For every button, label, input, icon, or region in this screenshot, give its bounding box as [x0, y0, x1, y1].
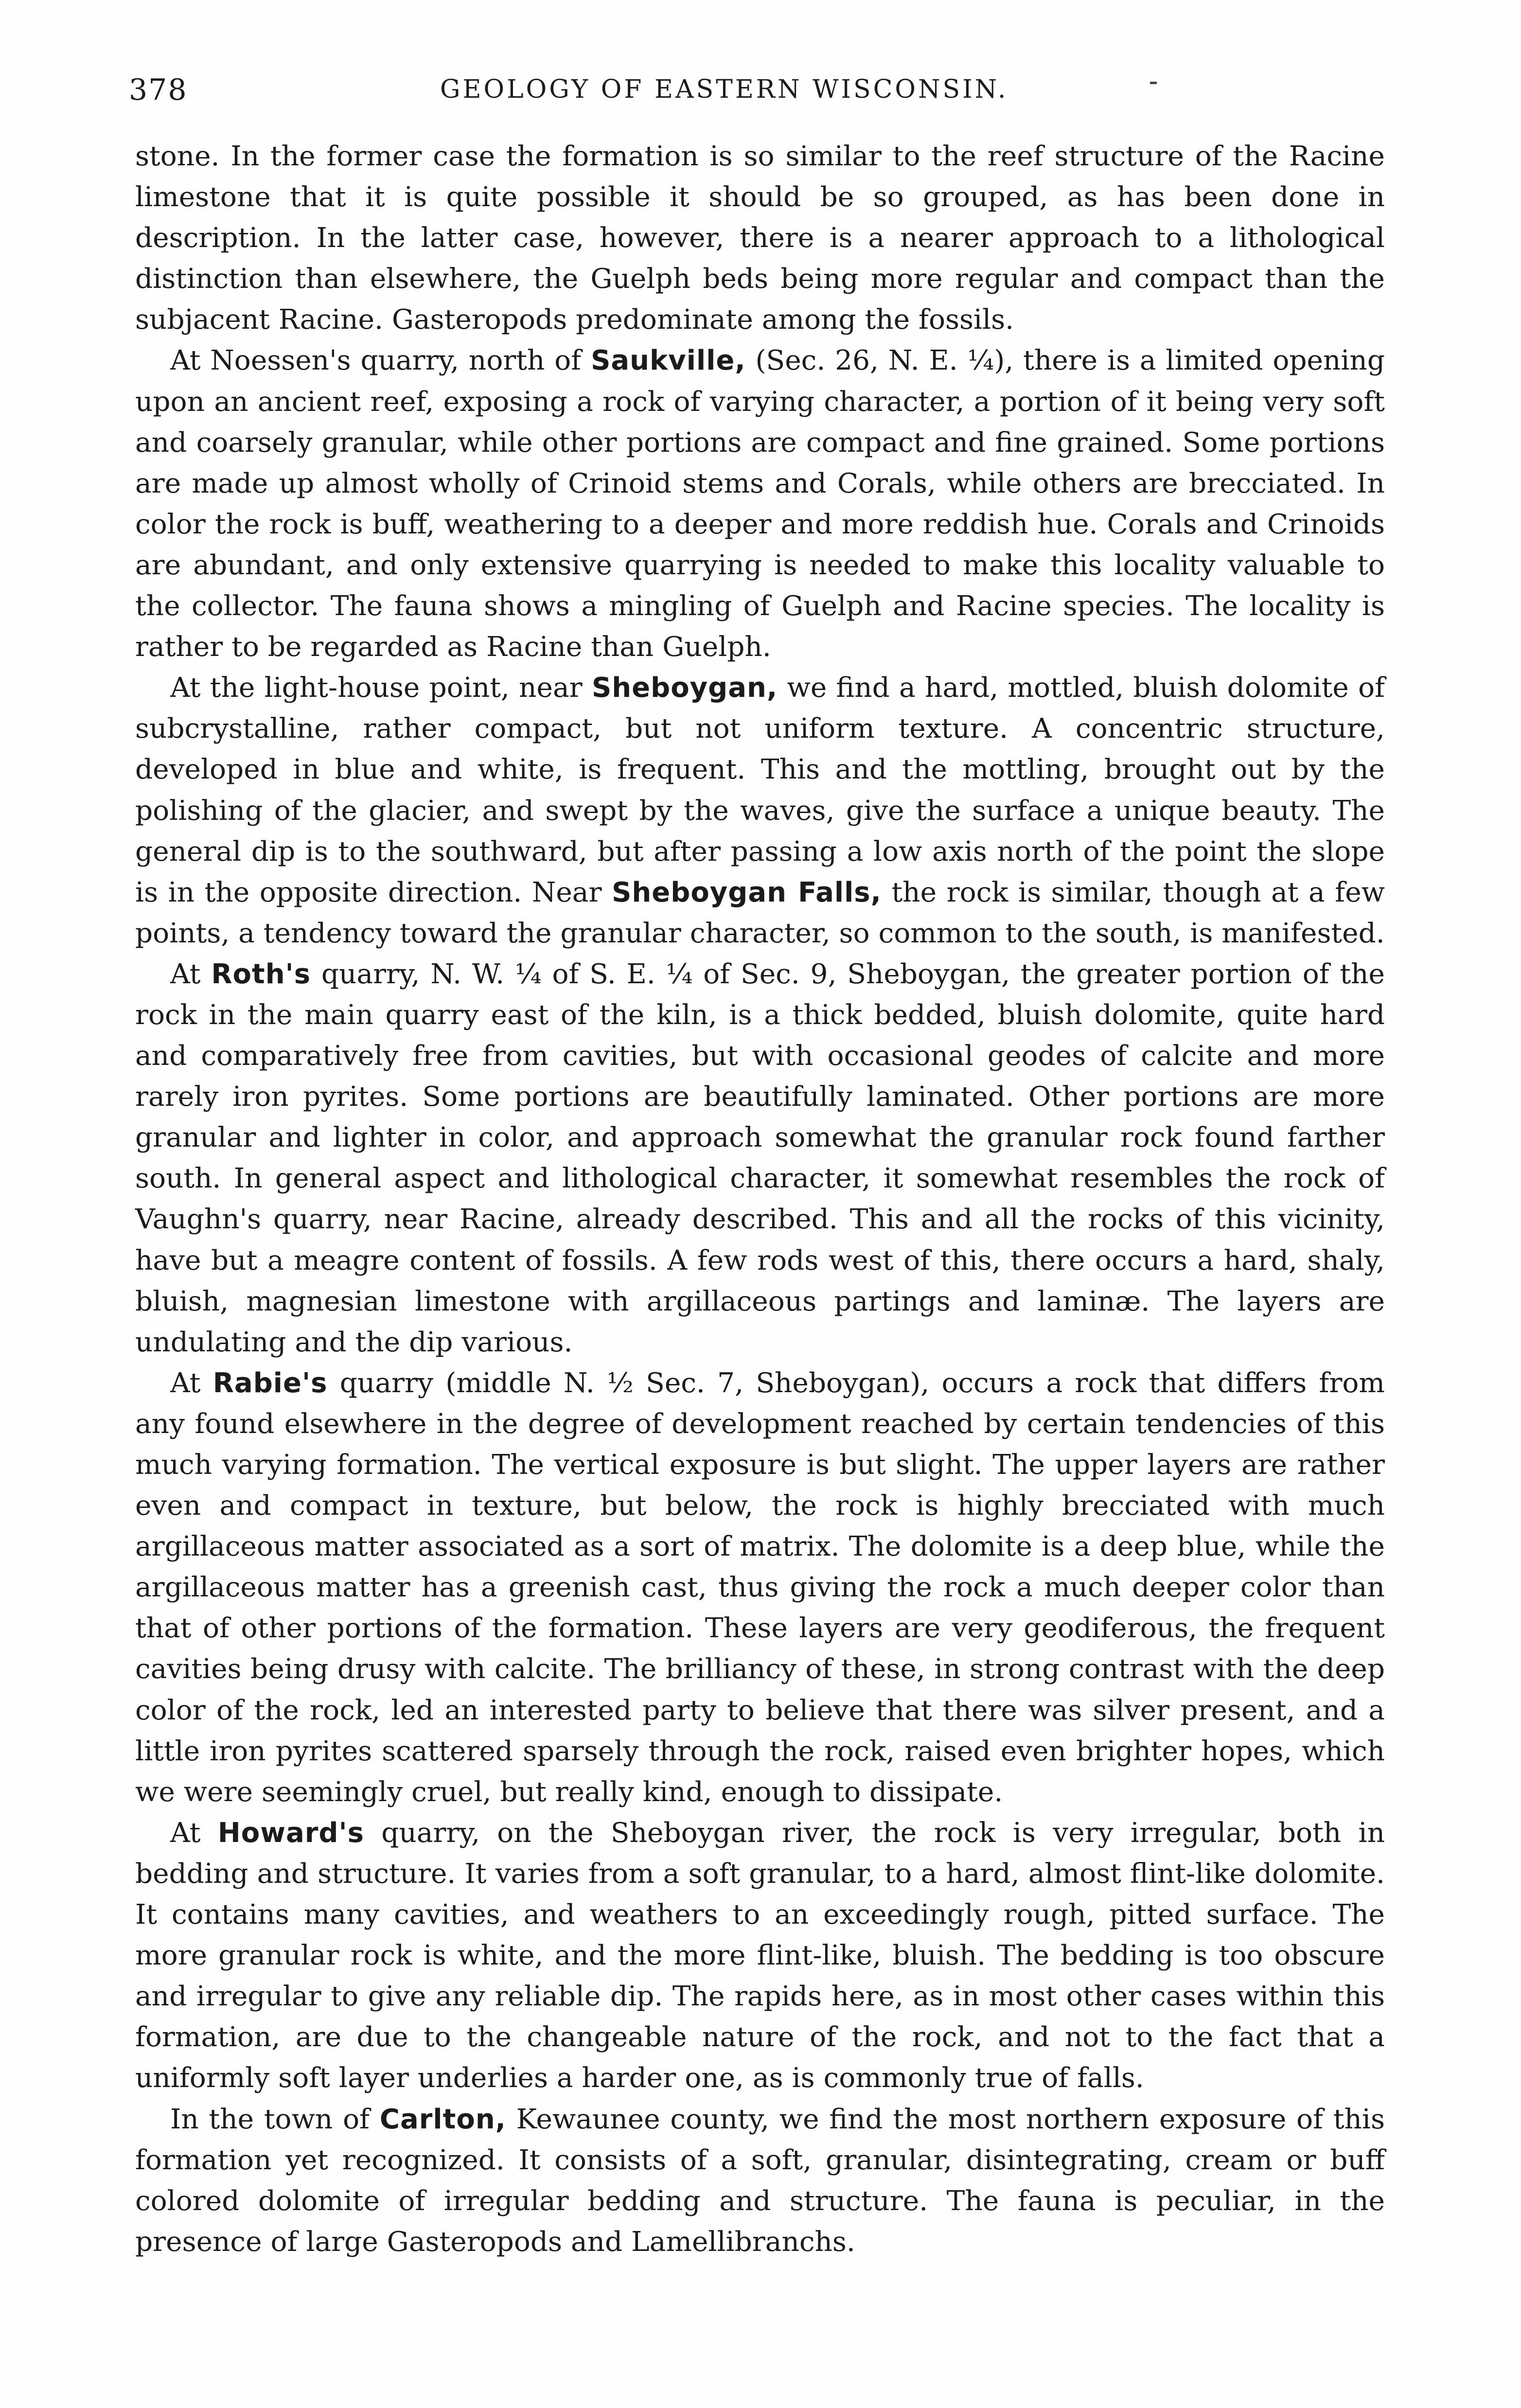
paragraph-text: we find a hard, mottled, bluish dolomite of subcrystalline, rather compact, but not uniform texture. A concentric structure, developed in blue and white, is frequent. This and the mottling, brought out by the polishing of the glacier, and swept by the waves, give the surface a unique beauty. The general dip is to the southward, but after passing a low axis north of the point the slope is in the opposite direction. Near — [135, 672, 1385, 908]
paragraph-text: At — [170, 1817, 218, 1849]
place-name-sheboygan-falls: Sheboygan Falls, — [612, 876, 882, 908]
paragraph-sheboygan — [135, 668, 1385, 954]
paragraph-text: At the light-house point, near — [170, 672, 592, 704]
place-name-roths: Roth's — [211, 958, 311, 990]
place-name-sheboygan: Sheboygan, — [591, 672, 778, 704]
paragraph-saukville — [135, 340, 1385, 668]
print-speck — [1150, 82, 1157, 84]
running-title: GEOLOGY OF EASTERN WISCONSIN. — [440, 75, 1008, 104]
paragraph-text: At Noessen's quarry, north of — [170, 345, 591, 377]
place-name-carlton: Carlton, — [379, 2103, 506, 2135]
paragraph-continuation — [135, 136, 1385, 340]
paragraph-rabies-quarry — [135, 1363, 1385, 1813]
paragraph-carlton — [135, 2099, 1385, 2263]
place-name-howards: Howard's — [217, 1817, 364, 1849]
paragraph-roths-quarry — [135, 954, 1385, 1363]
place-name-rabies: Rabie's — [212, 1367, 328, 1399]
paragraph-text: quarry (middle N. ½ Sec. 7, Sheboygan), occurs a rock that differs from any found elsewhere in the degree of development reached by certain tendencies of this much varying formation. The vertical exposure is but slight. The upper layers are rather even and compact in texture, but below, the rock is highly brecciated with much argillaceous matter associated as a sort of matrix. The dolomite is a deep blue, while the argillaceous matter has a greenish cast, thus giving the rock a much deeper color than that of other portions of the formation. These layers are very geodiferous, the frequent cavities being drusy with calcite. The brilliancy of these, in strong contrast with the deep color of the rock, led an interested party to believe that there was silver present, and a little iron pyrites scattered sparsely through the rock, raised even brighter hopes, which we were seemingly cruel, but really kind, enough to dissipate. — [135, 1367, 1385, 1808]
paragraph-text: the rock is similar, though at a few points, a tendency toward the granular character, so common to the south, is manifested. — [135, 876, 1385, 949]
paragraph-text: quarry, on the Sheboygan river, the rock is very irregular, both in bedding and structure. It varies from a soft granular, to a hard, almost flint-like dolomite. It contains many cavities, and weathers to an exceedingly rough, pitted surface. The more granular rock is white, and the more flint-like, bluish. The bedding is too obscure and irregular to give any reliable dip. The rapids here, as in most other cases within this formation, are due to the changeable nature of the rock, and not to the fact that a uniformly soft layer underlies a harder one, as is commonly true of falls. — [135, 1817, 1385, 2094]
page-number: 378 — [129, 73, 188, 107]
place-name-saukville: Saukville, — [591, 345, 746, 377]
paragraph-text: (Sec. 26, N. E. ¼), there is a limited opening upon an ancient reef, exposing a rock of varying character, a portion of it being very soft and coarsely granular, while other portions are compact and fine grained. Some portions are made up almost wholly of Crinoid stems and Corals, while others are brecciated. In color the rock is buff, weathering to a deeper and more reddish hue. Corals and Crinoids are abundant, and only extensive quarrying is needed to make this locality valuable to the collector. The fauna shows a mingling of Guelph and Racine species. The locality is rather to be regarded as Racine than Guelph. — [135, 345, 1385, 663]
body-text — [135, 136, 1385, 2263]
paragraph-text: At — [170, 958, 212, 990]
paragraph-howards-quarry — [135, 1813, 1385, 2099]
paragraph-text: In the town of — [170, 2103, 380, 2135]
running-head — [129, 73, 1393, 117]
paragraph-text: quarry, N. W. ¼ of S. E. ¼ of Sec. 9, Sheboygan, the greater portion of the rock in the main quarry east of the kiln, is a thick bedded, bluish dolomite, quite hard and comparatively free from cavities, but with occasional geodes of calcite and more rarely iron pyrites. Some portions are beautifully laminated. Other portions are more granular and lighter in color, and approach somewhat the granular rock found farther south. In general aspect and lithological character, it somewhat resembles the rock of Vaughn's quarry, near Racine, already described. This and all the rocks of this vicinity, have but a meagre content of fossils. A few rods west of this, there occurs a hard, shaly, bluish, magnesian limestone with argillaceous partings and laminæ. The layers are undulating and the dip various. — [135, 958, 1385, 1358]
paragraph-text: At — [170, 1367, 213, 1399]
paragraph-text: stone. In the former case the formation is so similar to the reef structure of the Racine limestone that it is quite possible it should be so grouped, as has been done in description. In the latter case, however, there is a nearer approach to a lithological distinction than elsewhere, the Guelph beds being more regular and compact than the subjacent Racine. Gasteropods predominate among the fossils. — [135, 141, 1385, 336]
paragraph-text: Kewaunee county, we find the most northern exposure of this formation yet recognized. It consists of a soft, granular, disintegrating, cream or buff colored dolomite of irregular bedding and structure. The fauna is peculiar, in the presence of large Gasteropods and Lamellibranchs. — [135, 2103, 1385, 2258]
